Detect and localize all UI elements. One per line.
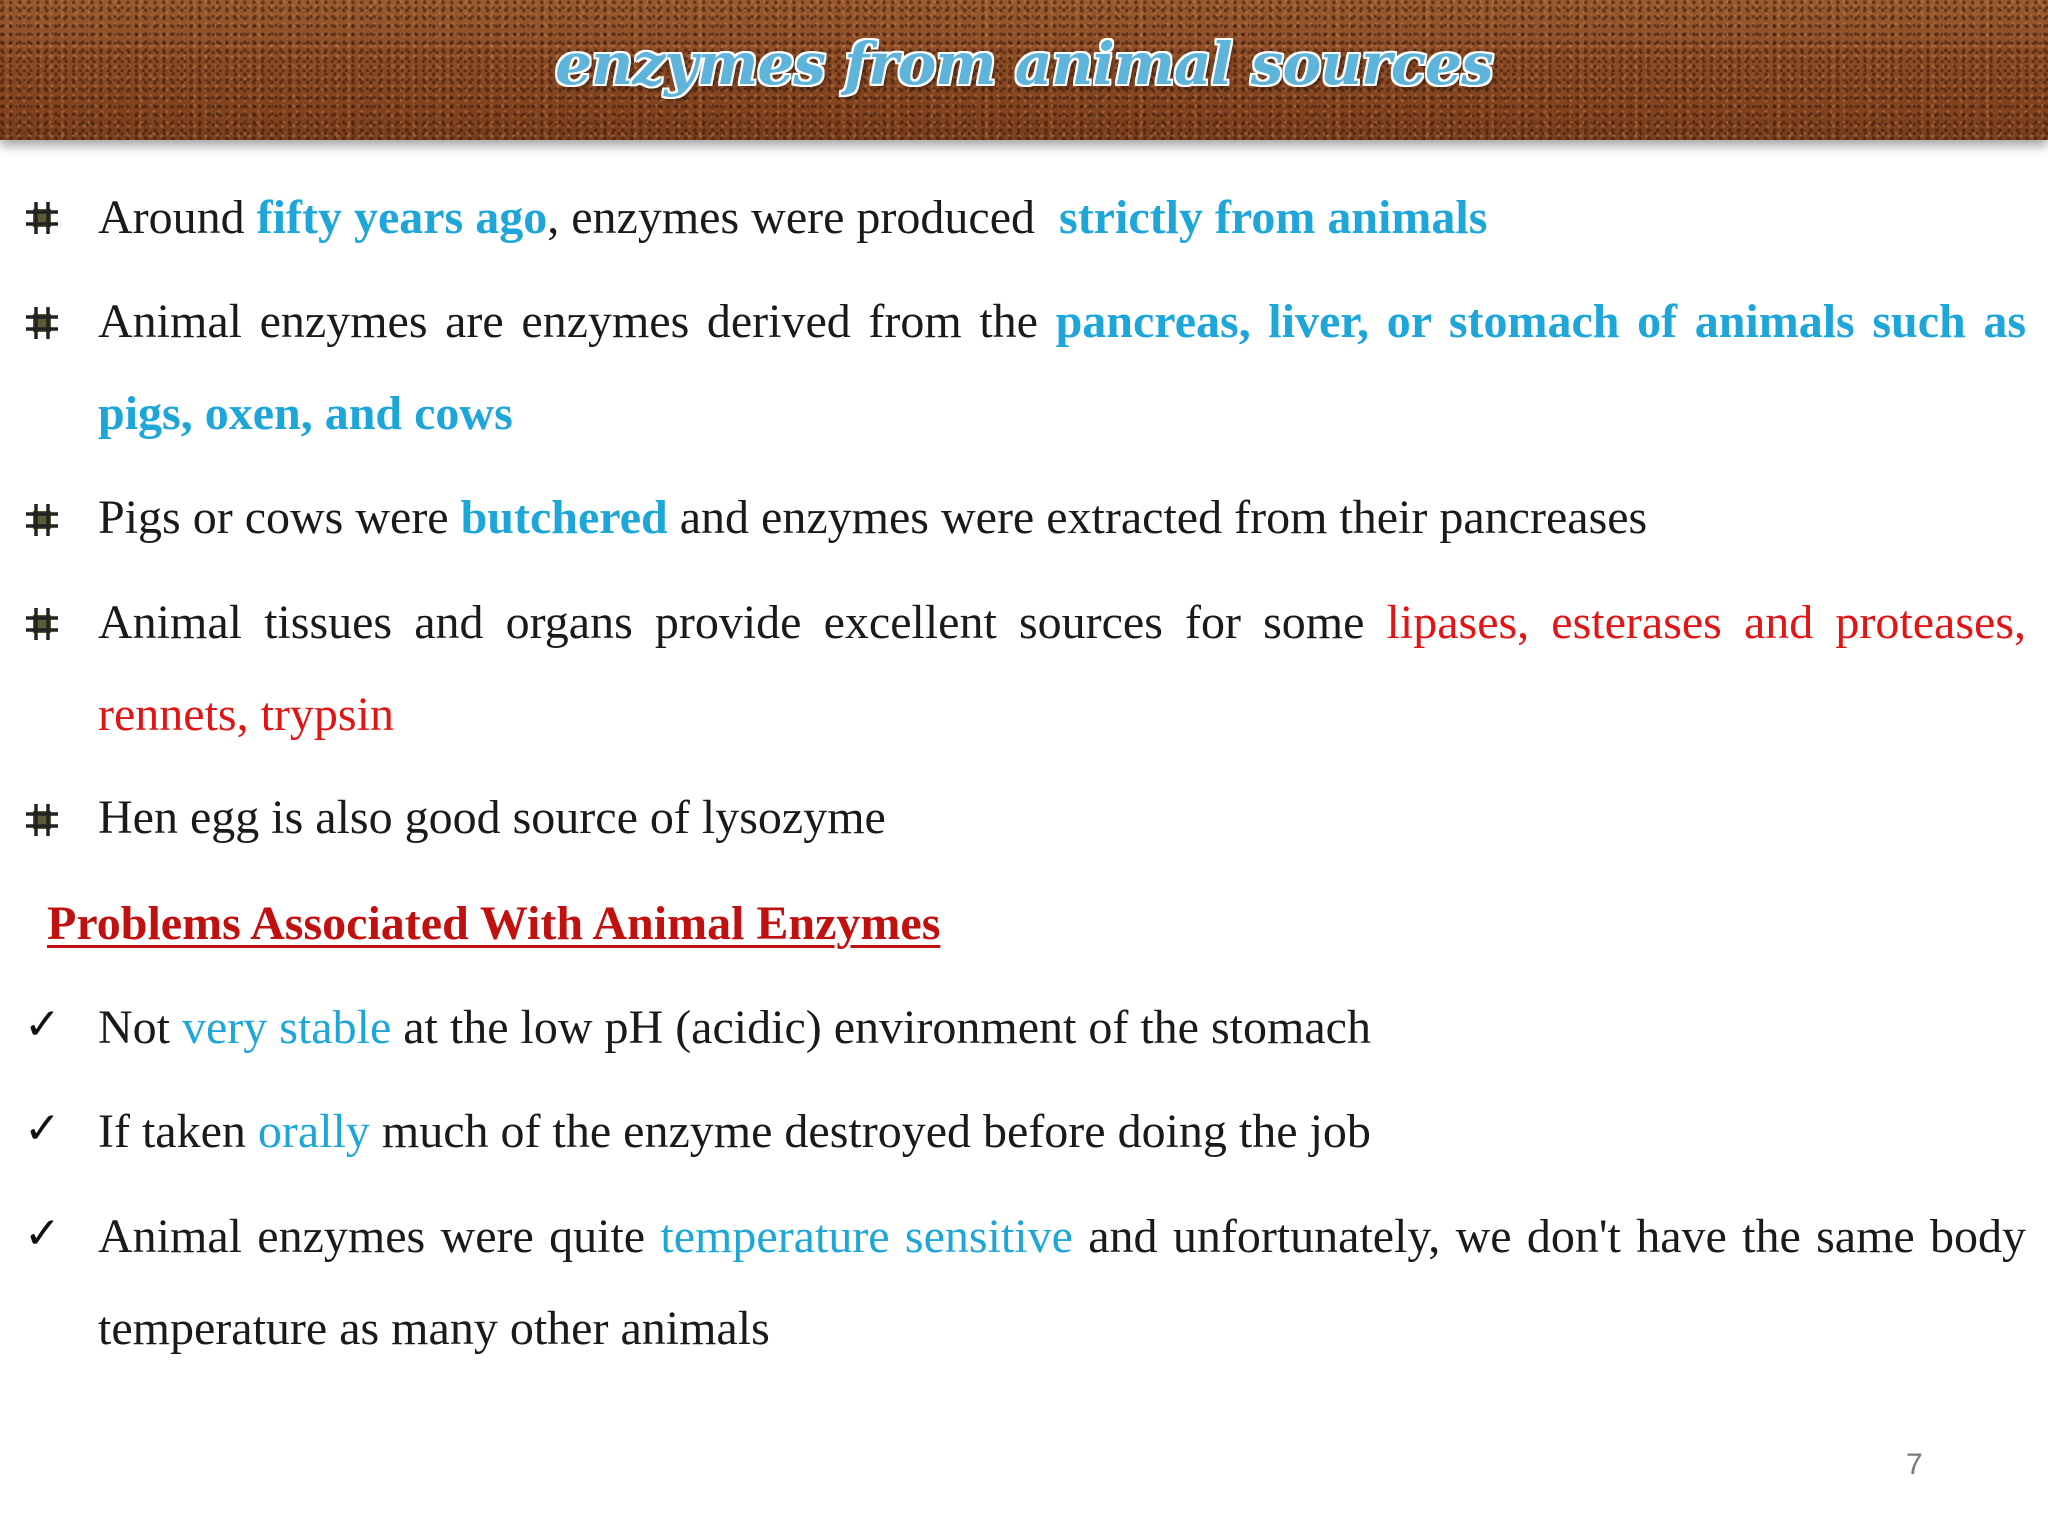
highlight-text: orally [257, 1105, 370, 1158]
highlight-text: very stable [182, 1001, 392, 1054]
highlight-text: butchered [460, 491, 668, 544]
text-segment: and unfortunately, we don't have the same body temperature as many other animals [98, 1210, 2027, 1355]
bullet-item [98, 276, 2026, 460]
text-segment: at the low pH (acidic) environment of the stomach [391, 1001, 1371, 1054]
text-segment: Not [98, 1001, 182, 1054]
problem-item [98, 982, 2026, 1074]
highlight-text: lipases, esterases and proteases, rennets, trypsin [98, 596, 2026, 741]
slide-title: enzymes from animal sources [555, 30, 1493, 98]
highlight-text: pancreas, liver, or stomach of animals such as pigs, oxen, and cows [98, 295, 2026, 440]
hash-box-bullet-icon [24, 502, 60, 538]
check-mark-icon: ✓ [24, 1208, 61, 1259]
problem-item [98, 1191, 2026, 1375]
problem-item [98, 1086, 2026, 1178]
text-segment: much of the enzyme destroyed before doing the job [369, 1105, 1371, 1158]
bullet-item [98, 577, 2026, 761]
hash-box-bullet-icon [24, 606, 60, 642]
page-number: 7 [1906, 1448, 1923, 1481]
text-segment: Animal tissues and organs provide excellent sources for some [98, 596, 1387, 649]
text-segment: Around [98, 191, 257, 244]
check-mark-icon: ✓ [24, 999, 61, 1050]
text-segment: Animal enzymes were quite [98, 1210, 661, 1263]
text-segment: Pigs or cows were [98, 491, 461, 544]
bullet-item [98, 772, 2026, 864]
text-segment: , enzymes were produced [547, 191, 1060, 244]
bullet-item [98, 172, 2026, 264]
hash-box-bullet-icon [24, 305, 60, 341]
hash-box-bullet-icon [24, 802, 60, 838]
text-segment: Animal enzymes are enzymes derived from the [98, 295, 1056, 348]
text-segment: Hen egg is also good source of lysozyme [98, 791, 886, 844]
hash-box-bullet-icon [24, 200, 60, 236]
problems-heading: Problems Associated With Animal Enzymes [47, 897, 941, 950]
text-segment: and enzymes were extracted from their pancreases [667, 491, 1648, 544]
text-segment: If taken [98, 1105, 258, 1158]
highlight-text: temperature sensitive [660, 1210, 1073, 1263]
bullet-item [98, 472, 2026, 564]
highlight-text: fifty years ago [256, 191, 548, 244]
highlight-text: strictly from animals [1059, 191, 1488, 244]
check-mark-icon: ✓ [24, 1103, 61, 1154]
